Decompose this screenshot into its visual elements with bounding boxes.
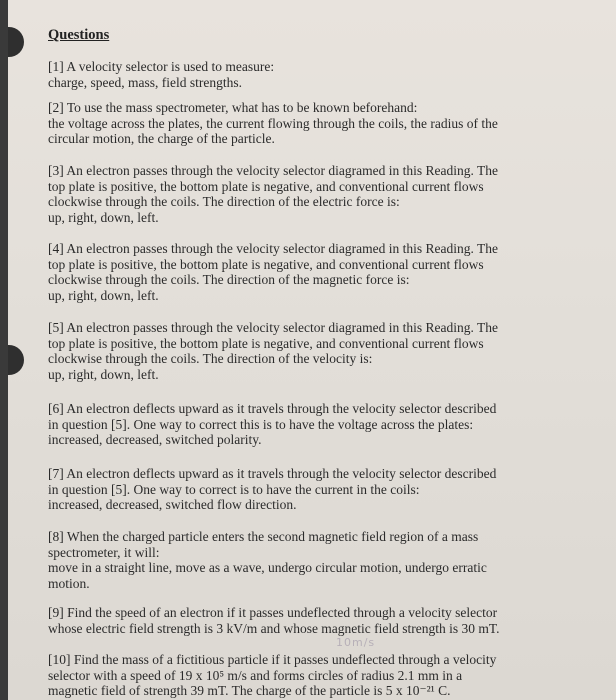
question-line: in question [5]. One way to correct this is to have the voltage across the plates: — [48, 416, 474, 432]
question-line: [2] To use the mass spectrometer, what has to be known beforehand: — [48, 100, 418, 115]
question-line: clockwise through the coils. The direction of the electric force is: — [48, 194, 400, 209]
worksheet-page — [8, 0, 616, 700]
question-9 — [48, 605, 580, 636]
question-options: up, right, down, left. — [48, 287, 159, 303]
question-3 — [48, 163, 580, 225]
question-line: magnetic field of strength 39 mT. The charge of the particle is 5 x 10⁻²¹ C. — [48, 683, 451, 698]
question-line: clockwise through the coils. The direction of the velocity is: — [48, 351, 373, 366]
question-options: charge, speed, mass, field strengths. — [48, 74, 242, 90]
question-line: top plate is positive, the bottom plate is negative, and conventional current flows — [48, 256, 484, 272]
binder-hole — [8, 27, 24, 57]
question-6 — [48, 401, 580, 448]
page-title: Questions — [48, 27, 110, 43]
question-line: [10] Find the mass of a fictitious particle if it passes undeflected through a velocity — [48, 652, 497, 667]
question-line: selector with a speed of 19 x 10⁵ m/s and forms circles of radius 2.1 mm in a — [48, 667, 463, 683]
question-options: increased, decreased, switched polarity. — [48, 432, 262, 447]
question-options: move in a straight line, move as a wave, undergo circular motion, undergo erratic — [48, 560, 487, 575]
question-line: [3] An electron passes through the velocity selector diagramed in this Reading. The — [48, 163, 499, 178]
question-options: increased, decreased, switched flow direction. — [48, 497, 297, 512]
binder-hole — [8, 345, 24, 375]
handwritten-answer: 10m/s — [336, 636, 376, 649]
question-line: [1] A velocity selector is used to measure: — [48, 59, 275, 74]
question-line: whose electric field strength is 3 kV/m and whose magnetic field strength is 30 mT. — [48, 620, 500, 636]
question-line: [5] An electron passes through the velocity selector diagramed in this Reading. The — [48, 320, 499, 335]
question-line: spectrometer, it will: — [48, 544, 160, 560]
question-line: the voltage across the plates, the current flowing through the coils, the radius of the — [48, 115, 498, 131]
question-4 — [48, 241, 580, 303]
question-2 — [48, 100, 580, 147]
question-line: [9] Find the speed of an electron if it passes undeflected through a velocity selector — [48, 605, 498, 620]
question-line: clockwise through the coils. The direction of the magnetic force is: — [48, 272, 410, 287]
question-5 — [48, 320, 580, 382]
question-line: circular motion, the charge of the particle. — [48, 131, 275, 146]
question-line: [4] An electron passes through the velocity selector diagramed in this Reading. The — [48, 241, 499, 256]
question-line: in question [5]. One way to correct is to have the current in the coils: — [48, 481, 420, 497]
question-1 — [48, 59, 580, 90]
question-options: up, right, down, left. — [48, 366, 159, 382]
question-line: [8] When the charged particle enters the second magnetic field region of a mass — [48, 529, 479, 544]
question-line: [6] An electron deflects upward as it travels through the velocity selector described — [48, 401, 497, 416]
question-options: up, right, down, left. — [48, 209, 159, 225]
question-options: motion. — [48, 575, 90, 591]
question-8 — [48, 529, 580, 591]
question-line: top plate is positive, the bottom plate is negative, and conventional current flows — [48, 335, 484, 351]
question-7 — [48, 466, 580, 513]
question-line: [7] An electron deflects upward as it travels through the velocity selector described — [48, 466, 497, 481]
question-line: top plate is positive, the bottom plate is negative, and conventional current flows — [48, 178, 484, 194]
question-10 — [48, 652, 580, 699]
